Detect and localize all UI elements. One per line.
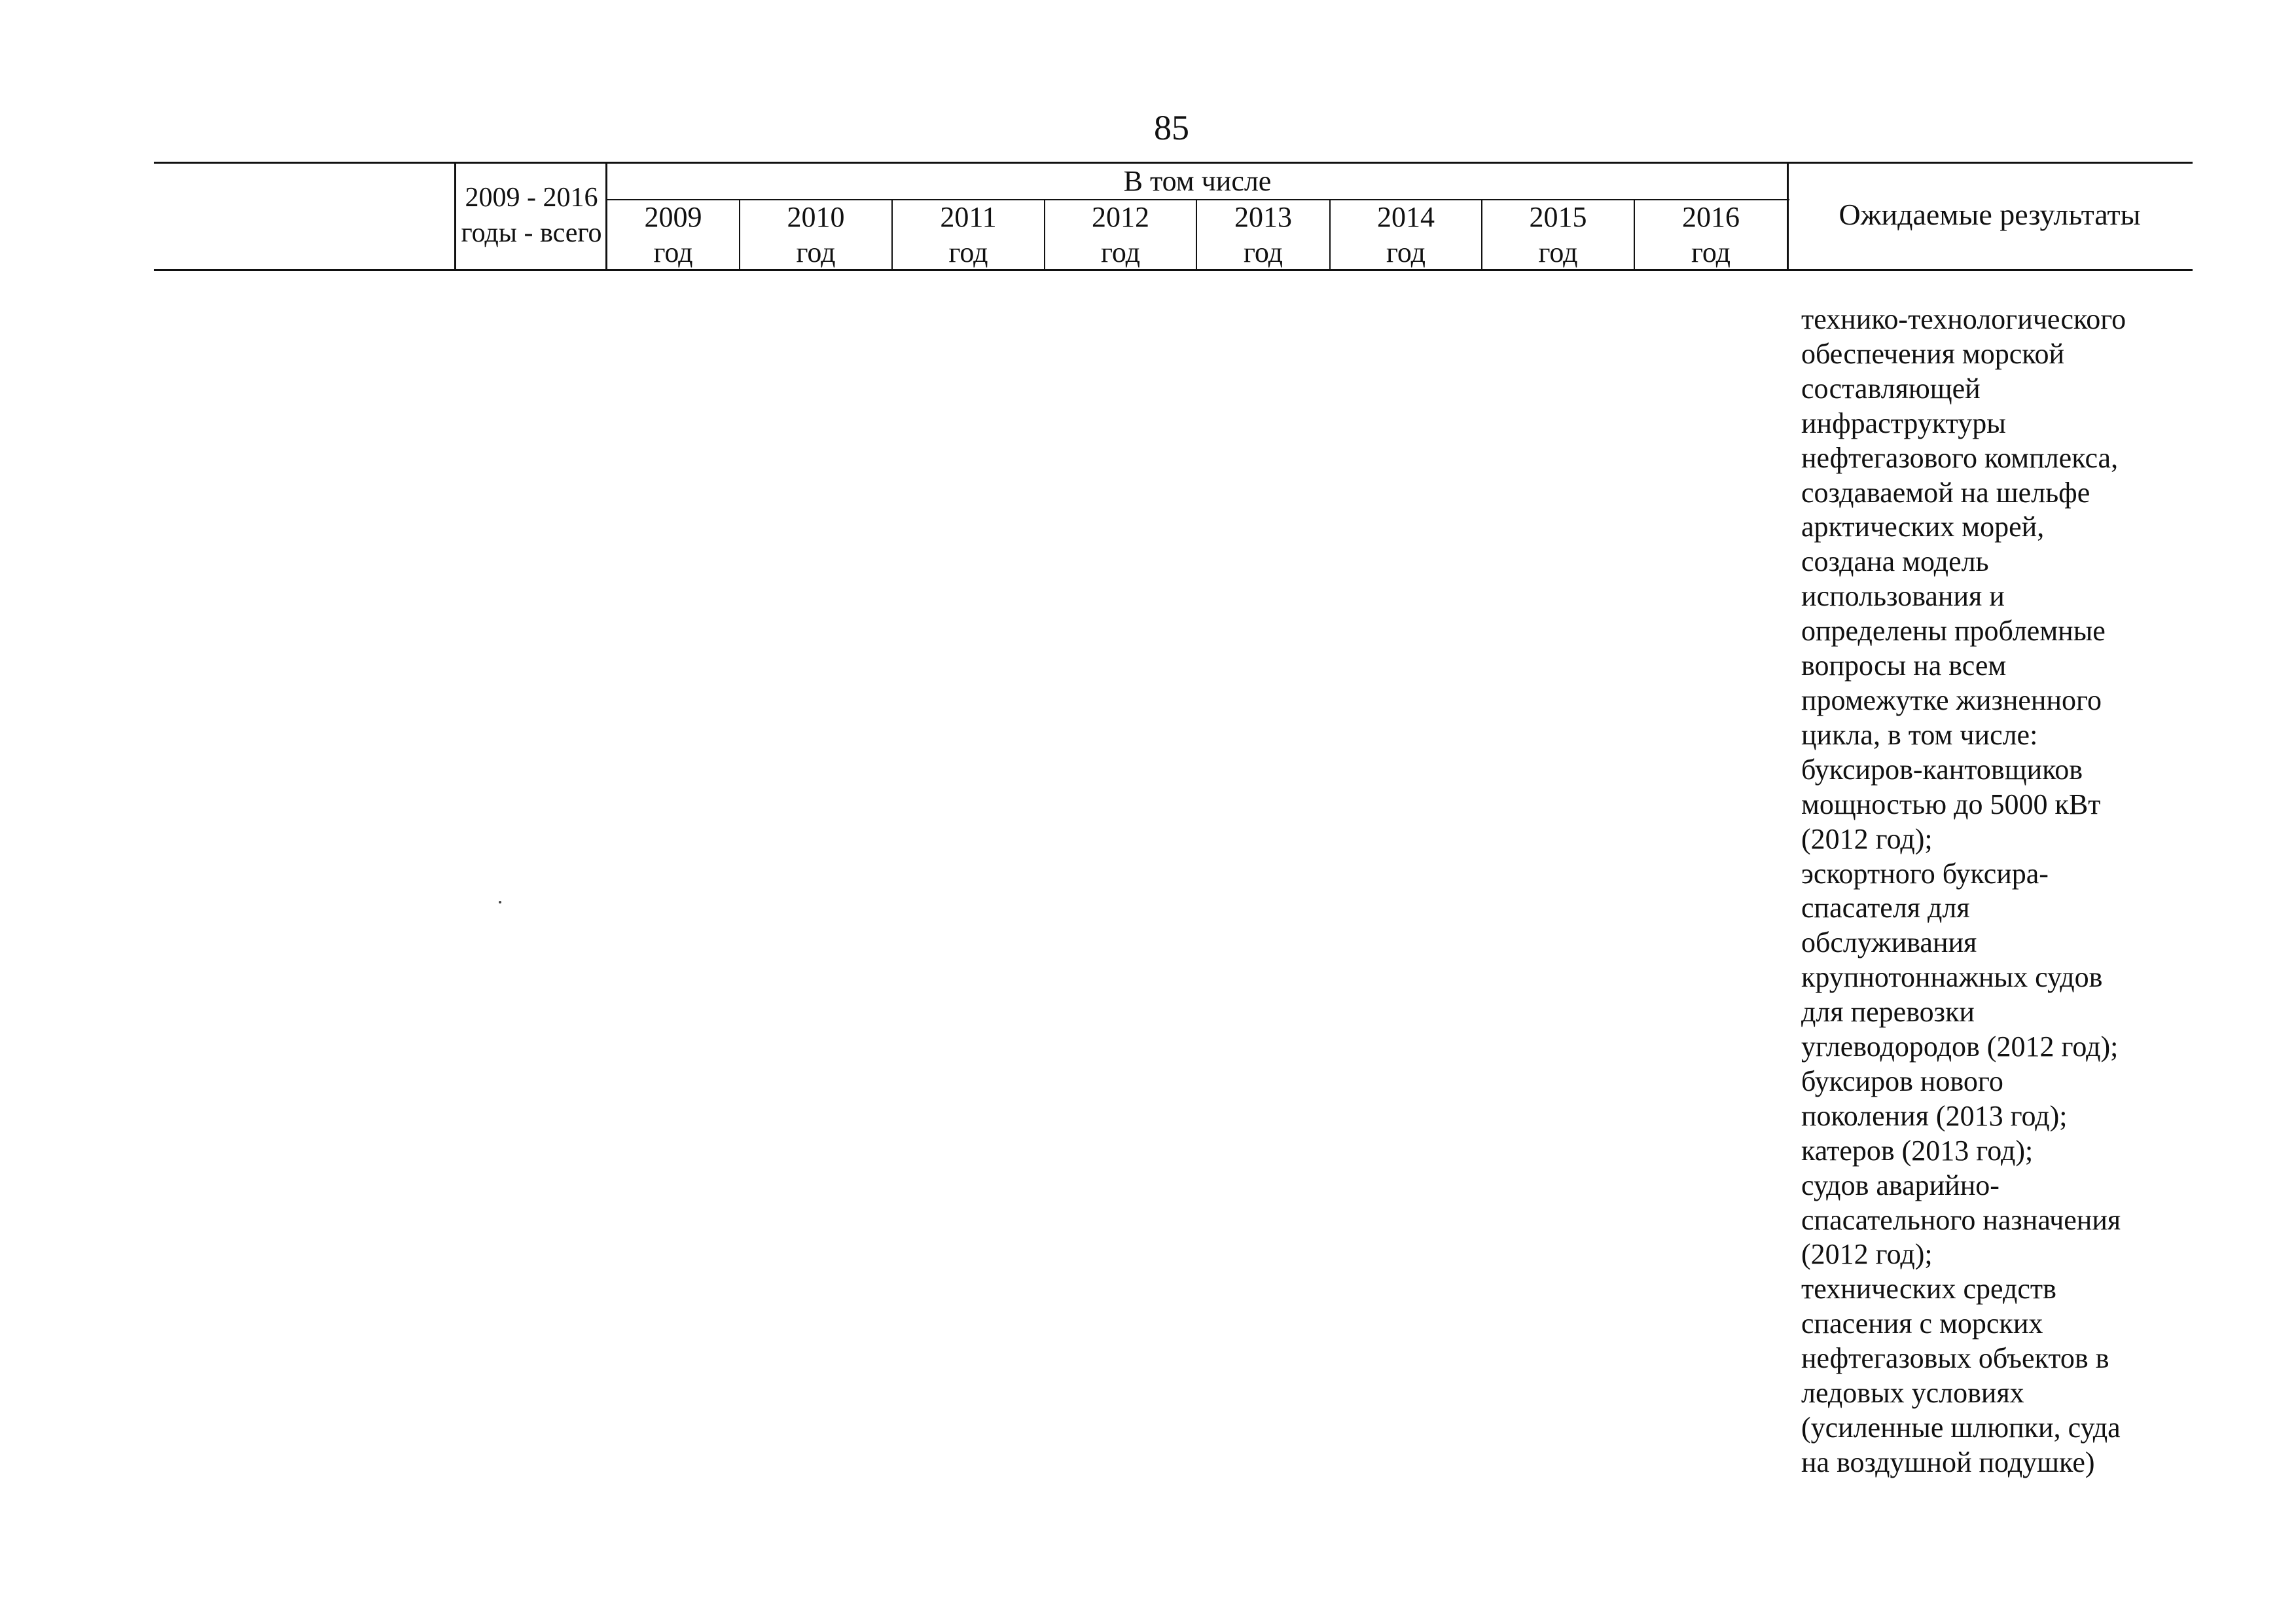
year-2011-label: 2011: [940, 201, 997, 233]
year-2012-label: 2012: [1092, 201, 1149, 233]
total-period-label: 2009 - 2016: [465, 183, 598, 213]
subgroup-label: В том числе: [1123, 165, 1272, 197]
results-line: (2012 год);: [1801, 822, 1933, 855]
results-line: для перевозки: [1801, 996, 1975, 1029]
results-line: цикла, в том числе:: [1801, 718, 2038, 751]
results-line: создана модель: [1801, 545, 1989, 578]
results-line: катеров (2013 год);: [1801, 1134, 2034, 1167]
year-2012-unit: год: [1100, 236, 1141, 268]
results-line: нефтегазовых объектов в: [1801, 1342, 2109, 1375]
year-2015-label: 2015: [1529, 201, 1587, 233]
results-line: технико-технологического: [1801, 303, 2126, 335]
results-line: ледовых условиях: [1801, 1377, 2024, 1410]
results-line: составляющей: [1801, 372, 1981, 405]
year-2011-unit: год: [948, 236, 988, 268]
year-2010-unit: год: [796, 236, 836, 268]
results-line: спасателя для: [1801, 892, 1970, 924]
results-line: обслуживания: [1801, 926, 1977, 959]
results-line: крупнотоннажных судов: [1801, 961, 2103, 994]
results-line: вопросы на всем: [1801, 649, 2007, 682]
results-line: на воздушной подушке): [1801, 1446, 2095, 1478]
scan-speck: [499, 901, 501, 903]
results-line: определены проблемные: [1801, 615, 2106, 647]
year-2016-label: 2016: [1682, 201, 1740, 233]
results-line: создаваемой на шельфе: [1801, 476, 2090, 509]
results-line: эскортного буксира-: [1801, 857, 2049, 890]
year-2014-label: 2014: [1377, 201, 1435, 233]
year-2009-unit: год: [653, 236, 693, 268]
year-2013-label: 2013: [1234, 201, 1292, 233]
page-number: 85: [1154, 108, 1189, 147]
year-2016-unit: год: [1691, 236, 1731, 268]
results-line: мощностью до 5000 кВт: [1801, 788, 2101, 820]
results-line: арктических морей,: [1801, 511, 2045, 543]
results-line: инфраструктуры: [1801, 407, 2006, 439]
year-2009-label: 2009: [644, 201, 702, 233]
results-line: обеспечения морской: [1801, 337, 2064, 370]
expected-results-header: Ожидаемые результаты: [1839, 198, 2141, 231]
results-line: спасения с морских: [1801, 1307, 2043, 1340]
results-line: углеводородов (2012 год);: [1801, 1030, 2119, 1063]
results-line: поколения (2013 год);: [1801, 1099, 2068, 1132]
year-2014-unit: год: [1386, 236, 1426, 268]
results-line: нефтегазового комплекса,: [1801, 441, 2119, 474]
total-period-sublabel: годы - всего: [461, 218, 602, 248]
results-line: буксиров нового: [1801, 1065, 2003, 1097]
expected-results-text: [1801, 302, 2168, 1480]
results-line: технических средств: [1801, 1273, 2056, 1305]
results-line: (2012 год);: [1801, 1238, 1933, 1271]
results-line: (усиленные шлюпки, суда: [1801, 1412, 2121, 1444]
year-2010-label: 2010: [787, 201, 845, 233]
results-line: буксиров-кантовщиков: [1801, 753, 2083, 786]
header-top-rule: [154, 162, 2193, 164]
results-line: спасательного назначения: [1801, 1203, 2121, 1236]
results-line: судов аварийно-: [1801, 1169, 2000, 1201]
year-2015-unit: год: [1538, 236, 1578, 268]
year-2013-unit: год: [1243, 236, 1283, 268]
results-line: использования и: [1801, 580, 2005, 613]
results-line: промежутке жизненного: [1801, 684, 2102, 716]
